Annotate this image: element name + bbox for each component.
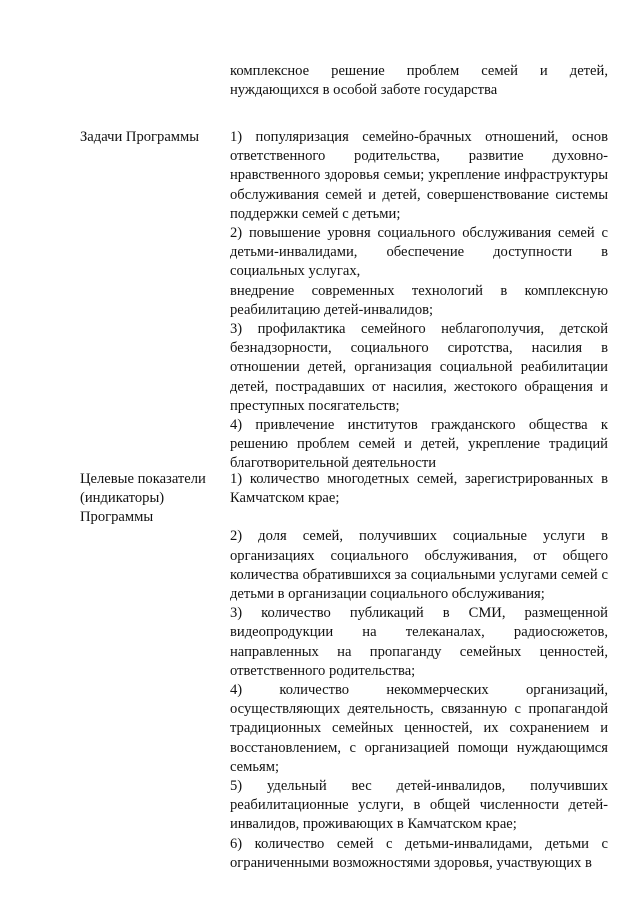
program-tasks-label: Задачи Программы <box>80 129 200 145</box>
indicator-item-6: 6) количество семей с детьми-инвалидами, детьми с ограниченными возможностями здоровья, участвующих в <box>230 835 608 871</box>
program-indicators-label: Целевые показатели (индикаторы) Программы <box>80 471 206 526</box>
indicator-item-5: 5) удельный вес детей-инвалидов, получивших реабилитационные услуги, в общей численности детей-инвалидов, проживающих в Камчатском крае; <box>230 778 608 833</box>
task-item-1: 1) популяризация семейно-брачных отношений, основ ответственного родительства, развитие духовно-нравственного здоровья семьи; укрепление инфраструктуры обслуживания семей и детей, совершенствование системы поддержки семей с детьми; <box>230 129 608 222</box>
task-item-4: 4) привлечение институтов гражданского общества к решению проблем семей и детей, укрепление традиций благотворительной деятельности <box>230 417 608 472</box>
task-item-2-continued: внедрение современных технологий в комплексную реабилитацию детей-инвалидов; <box>230 282 608 318</box>
program-goal-content <box>230 62 608 100</box>
program-goal-text: комплексное решение проблем семей и детей, нуждающихся в особой заботе государства <box>230 63 608 99</box>
indicator-item-2: 2) доля семей, получивших социальные услуги в организациях социального обслуживания, от общего количества обратившихся за социальными услугами семей с детьми в организации социального обслуживания; <box>230 528 608 603</box>
task-item-2: 2) повышение уровня социального обслуживания семей с детьми-инвалидами, обеспечение доступности в социальных услугах, <box>230 225 608 280</box>
indicator-item-4: 4) количество некоммерческих организаций, осуществляющих деятельность, связанную с пропагандой традиционных семейных ценностей, их сохранением и восстановлением, с организацией помощи нуждающимся семьям; <box>230 682 608 775</box>
task-item-3: 3) профилактика семейного неблагополучия, детской безнадзорности, социального сиротства, насилия в отношении детей, организация социальной реабилитации детей, пострадавших от насилия, жестокого обращения и преступных посягательств; <box>230 321 608 414</box>
indicator-item-3: 3) количество публикаций в СМИ, размещенной видеопродукции на телеканалах, радиосюжетов, направленных на пропаганду семейных ценностей, ответственного родительства; <box>230 605 608 679</box>
program-indicators-content <box>230 470 608 873</box>
program-tasks-content <box>230 128 608 474</box>
indicator-item-1: 1) количество многодетных семей, зарегистрированных в Камчатском крае; <box>230 471 608 507</box>
